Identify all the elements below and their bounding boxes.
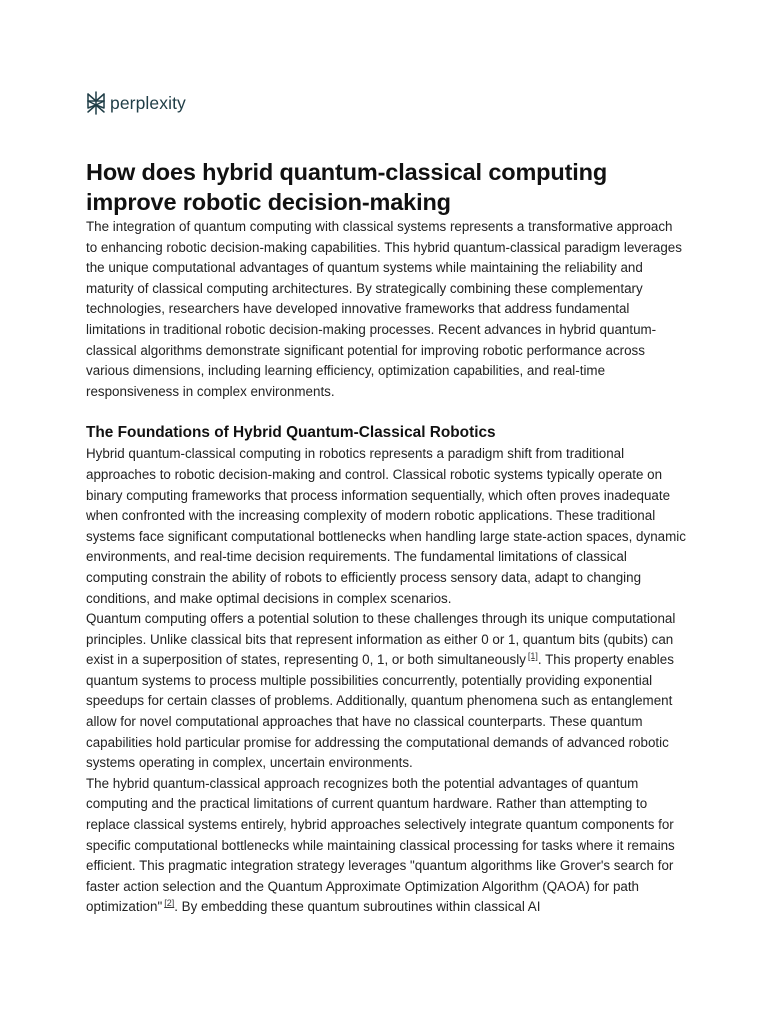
brand-header[interactable] — [86, 90, 186, 116]
paragraph-quantum-computing — [86, 609, 686, 774]
page-title: How does hybrid quantum-classical computing improve robotic decision-making — [86, 159, 608, 215]
paragraph-foundations: Hybrid quantum-classical computing in robotics represents a paradigm shift from traditional approaches to robotic decision-making and control. Classical robotic systems typically operate on binary computing frameworks that process information sequentially, which often proves inadequate when confronted with the increasing complexity of modern robotic applications. These traditional systems face significant computational bottlenecks when handling large state-action spaces, dynamic environments, and real-time decision requirements. The fundamental limitations of classical computing constrain the ability of robots to efficiently process sensory data, adapt to changing conditions, and make optimal decisions in complex scenarios. — [86, 446, 686, 606]
paragraph-text: Quantum computing offers a potential solution to these challenges through its unique computational principles. Unlike classical bits that represent information as either 0 or 1, quantum bits (qubits) can exist in a superposition of states, representing 0, 1, or both simultaneously — [86, 611, 676, 668]
paragraph-text: . By embedding these quantum subroutines within classical AI — [174, 899, 541, 915]
paragraph-hybrid-approach — [86, 774, 686, 918]
paragraph-text: . This property enables quantum systems to process multiple possibilities concurrently, potentially providing exponential speedups for certain classes of problems. Additionally, quantum phenomena such as entanglement allow for novel computational approaches that have no classical counterparts. These quantum capabilities hold particular promise for addressing the computational demands of advanced robotic systems operating in complex, uncertain environments. — [86, 652, 674, 771]
intro-paragraph: The integration of quantum computing with classical systems represents a transformative approach to enhancing robotic decision-making capabilities. This hybrid quantum-classical paradigm leverages the unique computational advantages of quantum systems while maintaining the reliability and maturity of classical computing architectures. By strategically combining these complementary technologies, researchers have developed innovative frameworks that address fundamental limitations in traditional robotic decision-making processes. Recent advances in hybrid quantum-classical algorithms demonstrate significant potential for improving robotic performance across various dimensions, including learning efficiency, optimization capabilities, and real-time responsiveness in complex environments. — [86, 219, 682, 399]
paragraph-text: The hybrid quantum-classical approach recognizes both the potential advantages of quantum computing and the practical limitations of current quantum hardware. Rather than attempting to replace classical systems entirely, hybrid approaches selectively integrate quantum components for specific computational bottlenecks while maintaining classical processing for tasks where it remains efficient. This pragmatic integration strategy leverages "quantum algorithms like Grover's search for faster action selection and the Quantum Approximate Optimization Algorithm (QAOA) for path optimization" — [86, 775, 675, 915]
section-heading: The Foundations of Hybrid Quantum-Classical Robotics — [86, 424, 496, 442]
citation-link-1[interactable]: [1] — [527, 651, 538, 662]
citation-link-2[interactable]: [2] — [164, 898, 175, 909]
perplexity-logo-icon — [86, 91, 106, 115]
article-body — [86, 157, 686, 918]
brand-name: perplexity — [110, 92, 186, 113]
